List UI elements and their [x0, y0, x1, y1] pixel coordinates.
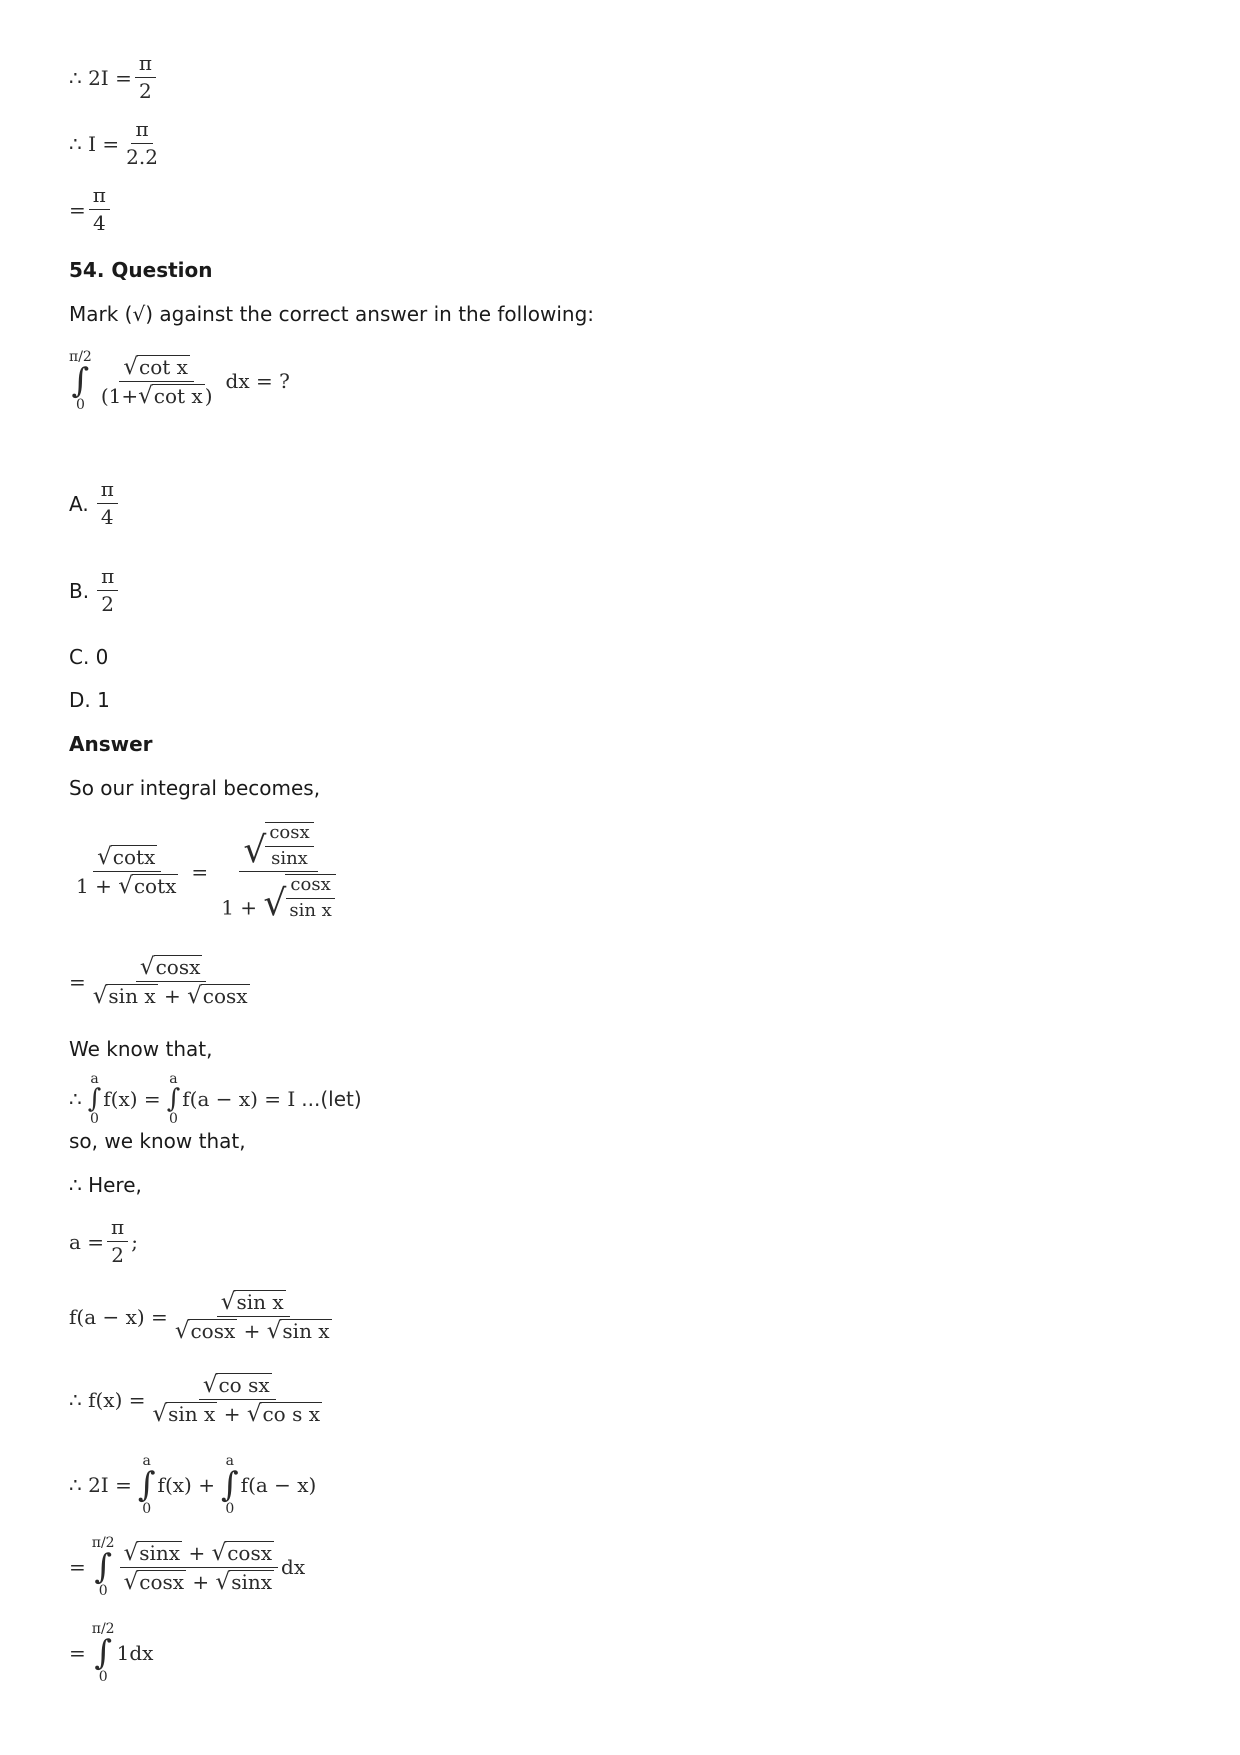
integrand-fraction — [97, 355, 217, 408]
option-fraction — [97, 565, 118, 616]
denominator: 2 — [101, 592, 115, 616]
numerator: π — [89, 184, 110, 210]
integral-symbol: ∫ — [71, 361, 90, 401]
let-note: ...(let) — [301, 1087, 362, 1111]
eq-step1: = π/2 ∫ 0 √ sinx + √ cosx √ cosx + √ sinx dx — [69, 1535, 306, 1599]
integral-lower-limit: 0 — [75, 397, 85, 413]
numerator: √ co sx — [199, 1373, 276, 1400]
integral-sign — [69, 350, 92, 412]
option-d[interactable]: D. 1 — [69, 688, 110, 712]
numerator: π — [97, 565, 118, 591]
answer-heading: Answer — [69, 732, 153, 756]
fraction: $\frac{\pi}{2}$ — [107, 1216, 128, 1267]
lhs-fraction — [72, 845, 182, 898]
fraction — [122, 118, 162, 169]
denominator: 2 — [139, 79, 152, 103]
integral-sign: a ∫ 0 — [220, 1453, 239, 1517]
eq-2i-pi-over-2 — [69, 52, 159, 103]
integral-upper-limit: π/2 — [69, 349, 92, 365]
fraction — [135, 52, 156, 103]
denominator: 4 — [92, 211, 106, 235]
denominator: √ cosx + √ sin x — [174, 1318, 330, 1344]
denominator: (1+ √ cot x ) — [100, 382, 213, 409]
numerator: √ sinx + √ cosx — [120, 1541, 278, 1568]
integral-sign: a ∫ 0 — [87, 1071, 102, 1127]
fraction — [171, 1290, 336, 1343]
eq-lhs: = — [69, 197, 86, 222]
eq-lhs: ∴ I = — [69, 131, 120, 156]
eq-f-a-minus-x: f(a − x) = √ sin x √ cosx + √ sin x — [69, 1290, 339, 1343]
integral-tail: dx = ? — [225, 369, 290, 393]
numerator: √ sin x — [217, 1290, 290, 1317]
therefore-symbol: ∴ — [69, 1087, 82, 1111]
eq-f-x: ∴ f(x) = √ co sx √ sin x + √ co s x — [69, 1373, 329, 1426]
option-c[interactable]: C. 0 — [69, 645, 109, 669]
we-know-that: We know that, — [69, 1037, 213, 1061]
option-fraction — [97, 478, 118, 529]
eq-cos-over-sum — [69, 955, 257, 1008]
numerator: π — [131, 118, 152, 144]
so-we-know-that: so, we know that, — [69, 1129, 246, 1153]
eq-lhs: ∴ 2I = — [69, 65, 132, 90]
fraction — [89, 955, 254, 1008]
eq-2i-sum: ∴ 2I = a ∫ 0 f(x) + a ∫ 0 f(a − x) — [69, 1453, 317, 1517]
numerator: π — [135, 52, 156, 78]
fraction — [89, 184, 110, 235]
answer-intro: So our integral becomes, — [69, 776, 321, 800]
denominator: √ cosx + √ sinx — [123, 1568, 273, 1595]
integral-sign: a ∫ 0 — [137, 1453, 156, 1517]
numerator: √ cosx — [136, 955, 206, 982]
eq-step2: = π/2 ∫ 0 1dx — [69, 1621, 154, 1685]
option-a[interactable] — [69, 478, 121, 529]
denominator: 4 — [100, 505, 114, 529]
integral-sign: π/2 ∫ 0 — [91, 1621, 115, 1685]
eq-cot-substitution — [69, 822, 343, 922]
numerator: √ cotx — [93, 845, 161, 872]
question-prompt: Mark (√) against the correct answer in the following: — [69, 302, 595, 326]
denominator: 1 + √ $\frac{\cos x}{\text{sin x}}$ — [217, 872, 340, 921]
question-integral — [69, 350, 296, 412]
denominator: 1 + √ cotx — [76, 873, 177, 900]
denominator: √ sin x + √ cosx — [92, 983, 248, 1009]
denominator: √ sin x + √ co s x — [152, 1401, 320, 1427]
sqrt: √ cot x — [138, 382, 203, 409]
numerator: π — [97, 478, 118, 504]
option-label: B. — [69, 578, 90, 603]
here-label: ∴ Here, — [69, 1173, 142, 1197]
numerator — [119, 355, 194, 382]
eq-i-pi-over-2-2 — [69, 118, 165, 169]
equals-sign: = — [191, 859, 209, 884]
integral-sign: π/2 ∫ 0 — [91, 1535, 115, 1599]
question-title: 54. Question — [69, 258, 213, 282]
eq-pi-over-4 — [69, 184, 113, 235]
eq-a-def: a = $\frac{\pi}{2}$ ; — [69, 1215, 138, 1267]
option-label: A. — [69, 491, 89, 516]
eq-king-property: ∴ a ∫ 0 f(x) = a ∫ 0 f(a − x) = I ...(let) — [69, 1071, 362, 1127]
option-b[interactable] — [69, 565, 121, 616]
integral-sign: a ∫ 0 — [166, 1071, 181, 1127]
equals-sign: = — [69, 969, 86, 994]
rhs-fraction — [217, 822, 340, 922]
numerator: √ $\frac{\cos x}{\sin x}$ — [239, 822, 317, 872]
fraction — [120, 1541, 278, 1594]
denominator: 2.2 — [126, 145, 158, 169]
fraction — [148, 1373, 325, 1426]
sqrt: √ cot x — [123, 353, 188, 380]
